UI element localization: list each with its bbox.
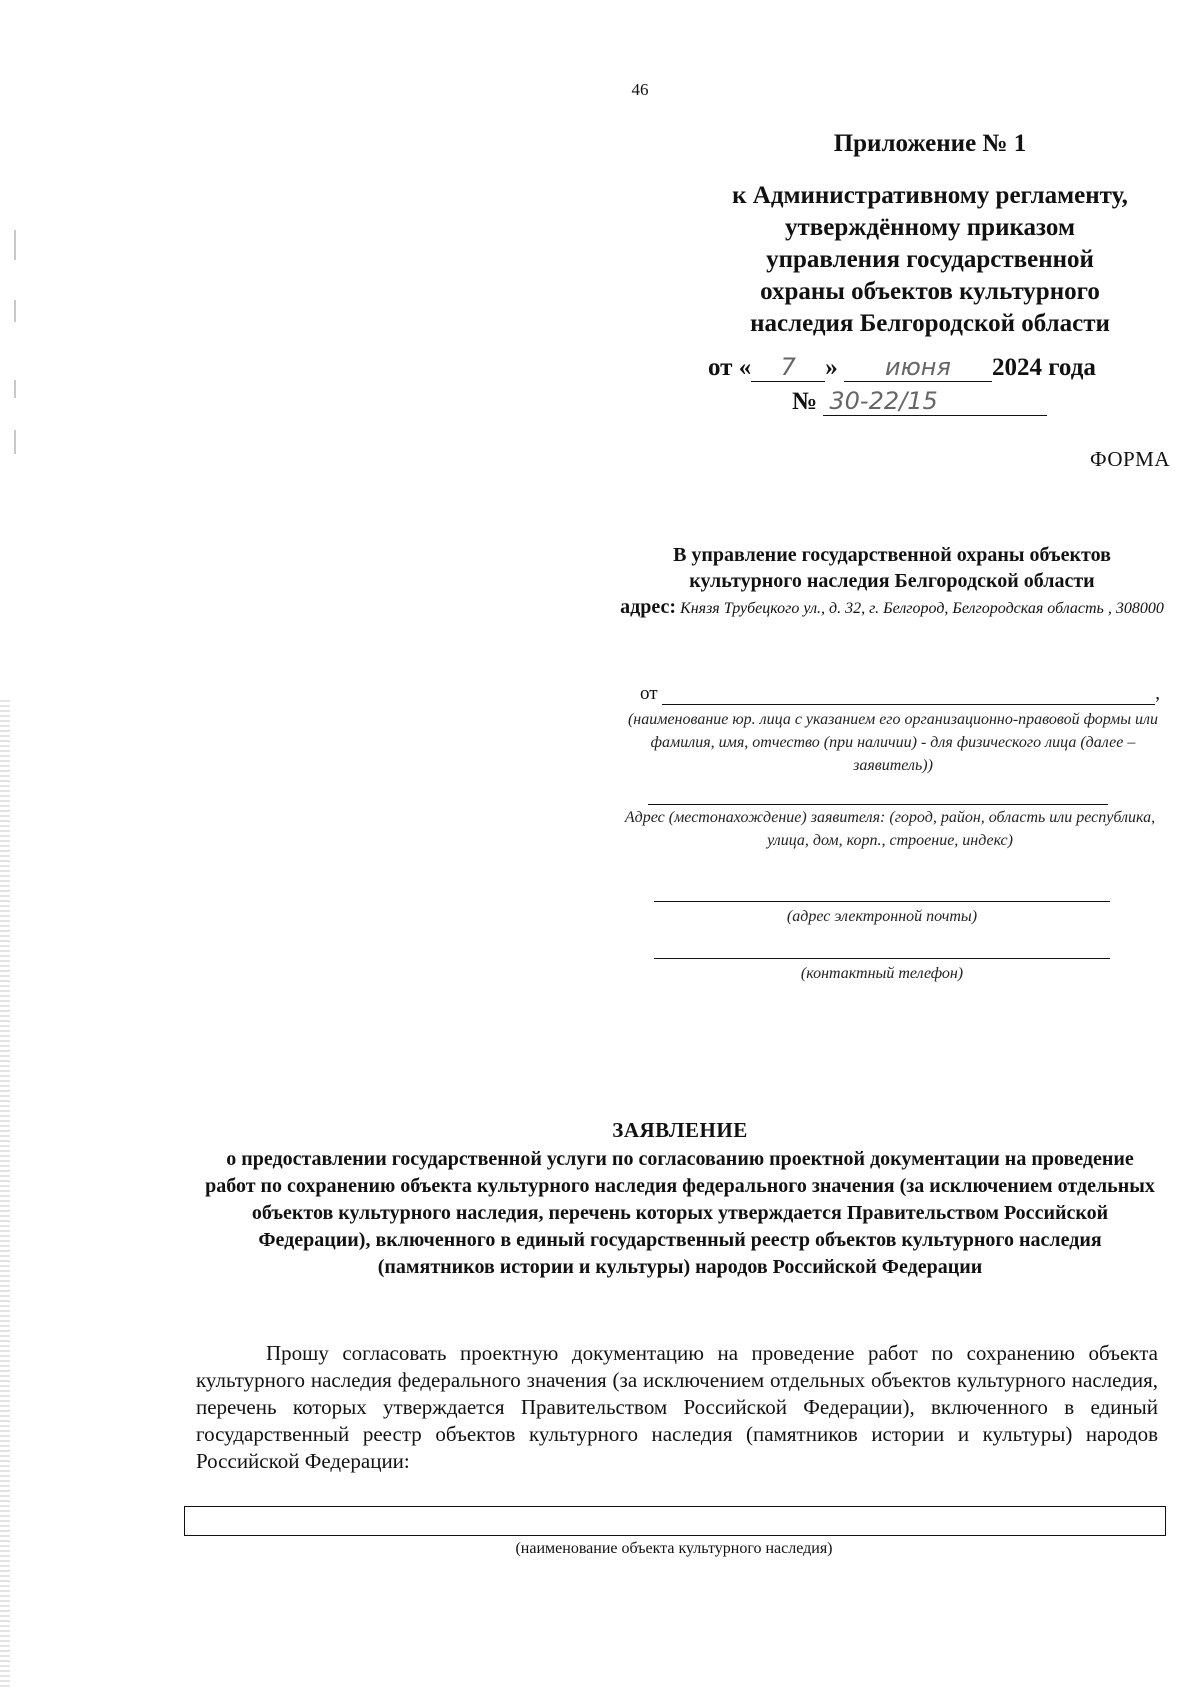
addressee: [612, 542, 1172, 594]
applicant-name-field[interactable]: [662, 684, 1156, 705]
appendix-header: [690, 128, 1170, 340]
address-value: Князя Трубецкого ул., д. 32, г. Белгород, Белгородская область , 308000: [680, 600, 1164, 617]
scan-mark: [14, 300, 16, 322]
applicant-email-field[interactable]: [654, 901, 1110, 902]
appendix-line: утверждённому приказом: [785, 214, 1075, 241]
date-prefix: от «: [708, 354, 752, 381]
month-handwritten: июня: [844, 353, 992, 382]
address-label: адрес:: [620, 596, 677, 618]
addressee-line: культурного наследия Белгородской области: [689, 570, 1095, 592]
applicant-name-hint: (наименование юр. лица с указанием его организационно-правовой формы или фамилия, имя, отчество (при наличии) - для физического лица (далее – заявитель)): [627, 711, 1159, 774]
addressee-line: В управление государственной охраны объектов: [673, 544, 1111, 566]
statement-title: ЗАЯВЛЕНИЕ: [612, 1118, 748, 1142]
applicant-address-hint: Адрес (местонахождение) заявителя: (город, район, область или республика, улица, дом, корп., строение, индекс): [624, 809, 1156, 849]
addressee-address: [612, 596, 1172, 620]
statement-subtitle: о предоставлении государственной услуги по согласованию проектной документации на проведение работ по сохранению объекта культурного наследия федерального значения (за исключением отдельных объектов культурного наследия, перечень которых утверждается Правительством Российской Федерации), включенного в единый государственный реестр объектов культурного наследия (памятников истории и культуры) народов Российской Федерации: [205, 1148, 1155, 1278]
day-handwritten: 7: [751, 353, 825, 382]
from-label: от: [640, 683, 658, 704]
scan-mark: [14, 230, 16, 260]
approval-number: [792, 386, 1047, 418]
heritage-object-caption: (наименование объекта культурного наследия): [515, 1540, 833, 1557]
date-mid: »: [825, 354, 838, 381]
order-number-handwritten: 30-22/15: [823, 387, 1047, 416]
applicant-address-field[interactable]: [648, 804, 1108, 805]
number-prefix: №: [792, 388, 818, 415]
statement-body: Прошу согласовать проектную документацию на проведение работ по сохранению объекта культурного наследия федерального значения (за исключением отдельных объектов культурного наследия, перечень которых утверждается Правительством Российской Федерации), включенного в единый государственный реестр объектов культурного наследия (памятников истории и культуры) народов Российской Федерации:: [196, 1341, 1158, 1473]
scan-mark: [14, 430, 16, 454]
appendix-line: наследия Белгородской области: [750, 310, 1110, 337]
heritage-object-name-field[interactable]: [184, 1506, 1166, 1536]
form-label: ФОРМА: [1089, 447, 1170, 471]
appendix-line: к Административному регламенту,: [732, 182, 1128, 209]
appendix-line: управления государственной: [766, 246, 1094, 273]
approval-date: [708, 352, 1096, 384]
comma: ,: [1155, 683, 1160, 704]
applicant-phone-field[interactable]: [654, 958, 1110, 959]
applicant-email-hint: (адрес электронной почты): [786, 908, 978, 925]
applicant-name-row: [640, 683, 1160, 705]
scan-mark: [14, 380, 16, 398]
scan-edge-artifact: [0, 700, 10, 1690]
appendix-title: Приложение № 1: [833, 130, 1027, 157]
applicant-phone-hint: (контактный телефон): [800, 965, 964, 982]
page-number: 46: [631, 80, 649, 99]
appendix-line: охраны объектов культурного: [760, 278, 1100, 305]
year-suffix: 2024 года: [991, 354, 1096, 381]
